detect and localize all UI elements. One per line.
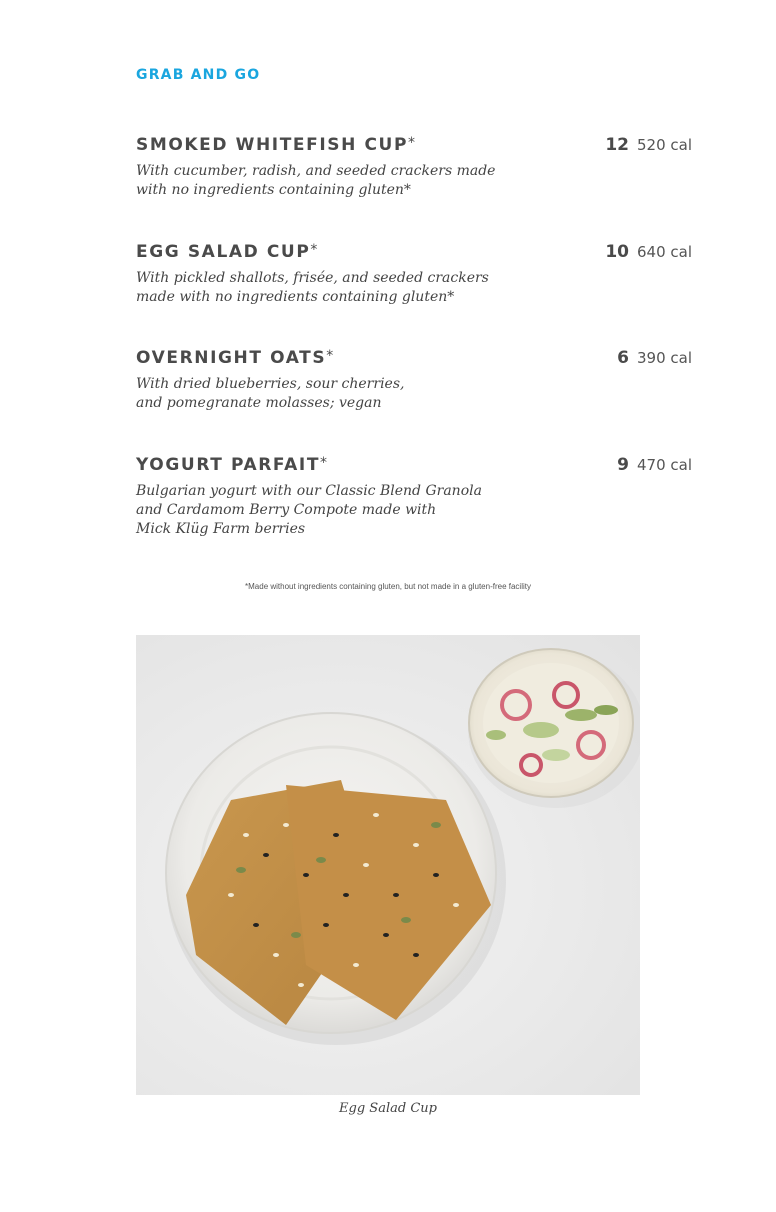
item-calories: 520 cal bbox=[636, 136, 692, 154]
menu-item-yogurt-parfait bbox=[136, 455, 692, 539]
egg-salad-cup-illustration bbox=[136, 635, 640, 1095]
item-description: With dried blueberries, sour cherries, and pomegranate molasses; vegan bbox=[136, 376, 405, 411]
item-description: With cucumber, radish, and seeded crackers made with no ingredients containing gluten* bbox=[136, 163, 496, 198]
item-name: SMOKED WHITEFISH CUP* bbox=[136, 135, 416, 155]
section-title: GRAB AND GO bbox=[136, 67, 261, 83]
item-price: 12 bbox=[605, 135, 629, 155]
item-name: YOGURT PARFAIT* bbox=[136, 455, 328, 475]
menu-item-egg-salad-cup bbox=[136, 242, 692, 307]
item-name: EGG SALAD CUP* bbox=[136, 242, 318, 262]
gluten-footnote: *Made without ingredients containing gluten, but not made in a gluten-free facility bbox=[245, 582, 531, 591]
item-calories: 640 cal bbox=[636, 243, 692, 261]
menu-item-overnight-oats bbox=[136, 348, 692, 413]
item-description: Bulgarian yogurt with our Classic Blend Granola and Cardamom Berry Compote made with Mick Klüg Farm berries bbox=[136, 483, 482, 537]
item-calories: 470 cal bbox=[636, 456, 692, 474]
menu-item-smoked-whitefish-cup bbox=[136, 135, 692, 200]
item-price: 10 bbox=[605, 242, 629, 262]
food-photo bbox=[136, 635, 640, 1095]
item-name: OVERNIGHT OATS* bbox=[136, 348, 334, 368]
item-price: 9 bbox=[617, 455, 629, 475]
photo-caption: Egg Salad Cup bbox=[339, 1101, 437, 1116]
item-description: With pickled shallots, frisée, and seeded crackers made with no ingredients containing gluten* bbox=[136, 270, 489, 305]
item-price: 6 bbox=[617, 348, 629, 368]
item-calories: 390 cal bbox=[636, 349, 692, 367]
